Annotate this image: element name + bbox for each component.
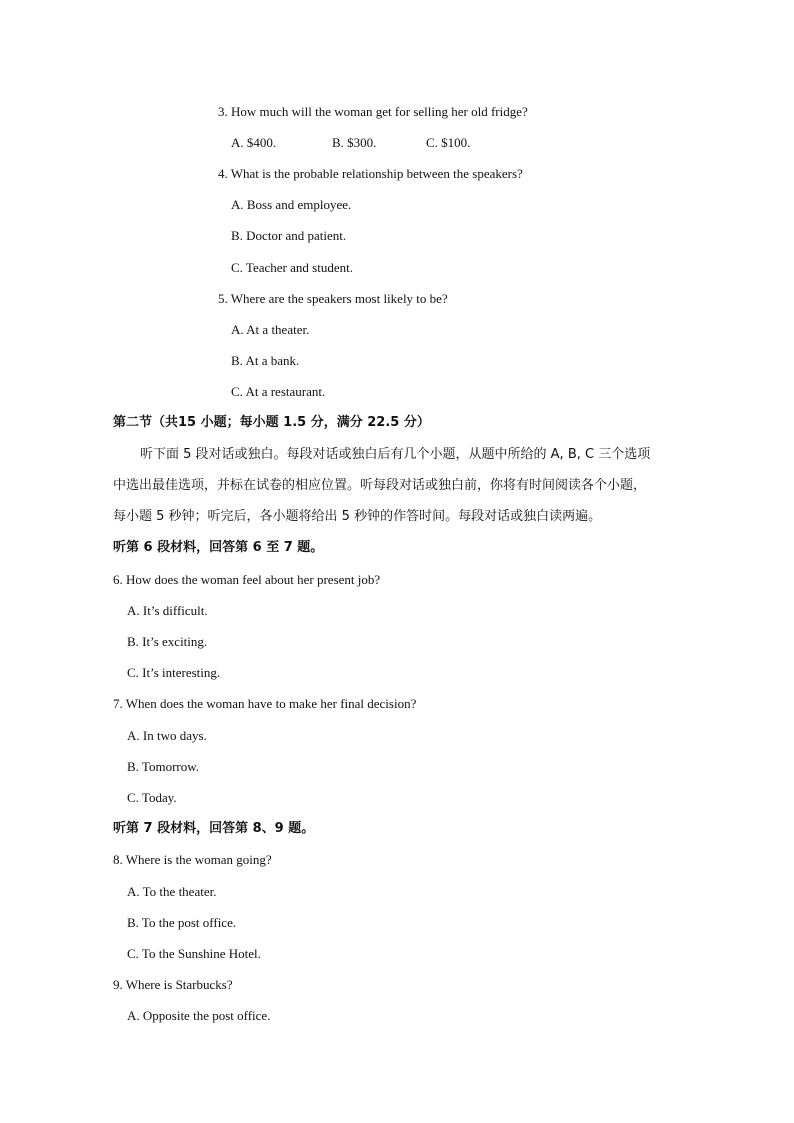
question-7-option-b: B. Tomorrow. (127, 759, 200, 774)
question-9-option-a: A. Opposite the post office. (127, 1008, 271, 1023)
question-6-stem: 6. How does the woman feel about her present job? (113, 572, 381, 587)
question-3-option-b: B. $300. (332, 135, 377, 150)
question-5-option-a: A. At a theater. (231, 322, 310, 337)
question-9-stem: 9. Where is Starbucks? (113, 977, 233, 992)
question-3-option-a: A. $400. (231, 135, 277, 150)
section-heading: 第二节（共15 小题；每小题 1.5 分，满分 22.5 分） (113, 415, 430, 430)
question-8-option-c: C. To the Sunshine Hotel. (127, 946, 261, 961)
question-8-option-a: A. To the theater. (127, 884, 217, 899)
group-6-heading: 听第 6 段材料，回答第 6 至 7 题。 (113, 540, 324, 555)
question-5-option-b: B. At a bank. (231, 353, 300, 368)
question-4-option-a: A. Boss and employee. (231, 197, 352, 212)
question-4-option-c: C. Teacher and student. (231, 260, 353, 275)
question-5-stem: 5. Where are the speakers most likely to be? (218, 291, 448, 306)
question-7-stem: 7. When does the woman have to make her final decision? (113, 696, 417, 711)
question-6-option-b: B. It’s exciting. (127, 634, 208, 649)
question-8-option-b: B. To the post office. (127, 915, 237, 930)
question-6-option-a: A. It’s difficult. (127, 603, 208, 618)
question-3-option-c: C. $100. (426, 135, 471, 150)
question-3-stem: 3. How much will the woman get for selling her old fridge? (218, 104, 528, 119)
question-5-option-c: C. At a restaurant. (231, 384, 326, 399)
question-7-option-a: A. In two days. (127, 728, 207, 743)
section-instructions-line-2: 中选出最佳选项，并标在试卷的相应位置。听每段对话或独白前，你将有时间阅读各个小题， (113, 478, 647, 493)
section-instructions-line-3: 每小题 5 秒钟；听完后，各小题将给出 5 秒钟的作答时间。每段对话或独白读两遍。 (113, 509, 602, 524)
question-7-option-c: C. Today. (127, 790, 177, 805)
question-6-option-c: C. It’s interesting. (127, 665, 221, 680)
question-8-stem: 8. Where is the woman going? (113, 852, 272, 867)
question-4-stem: 4. What is the probable relationship between the speakers? (218, 166, 523, 181)
group-7-heading: 听第 7 段材料，回答第 8、9 题。 (113, 821, 315, 836)
question-4-option-b: B. Doctor and patient. (231, 228, 347, 243)
section-instructions-line-1: 听下面 5 段对话或独白。每段对话或独白后有几个小题，从题中所给的 A, B, C 三个选项 (140, 447, 651, 462)
